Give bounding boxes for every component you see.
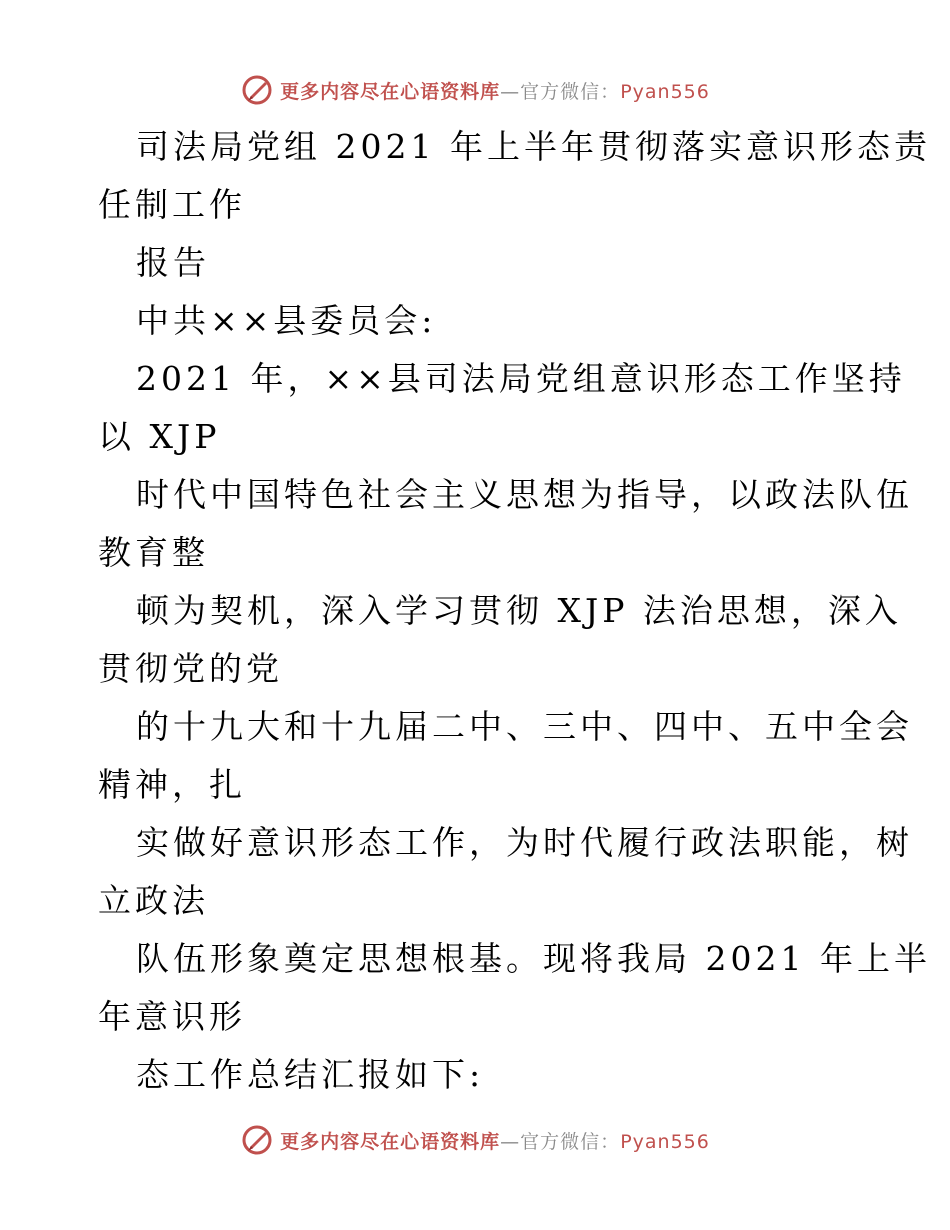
- footer-watermark: [0, 1120, 950, 1160]
- watermark-label: 官方微信：: [520, 1130, 621, 1153]
- paragraph-line: 贯彻党的党: [98, 649, 283, 688]
- watermark-wechat-id: Pyan556: [620, 80, 710, 103]
- paragraph-line: 2021 年，××县司法局党组意识形态工作坚持: [136, 359, 906, 398]
- watermark-dash: —: [500, 1130, 521, 1153]
- title-line-2: 任制工作: [98, 185, 246, 224]
- watermark-main-text: 更多内容尽在心语资料库: [280, 80, 501, 103]
- paragraph-line: 时代中国特色社会主义思想为指导，以政法队伍: [136, 475, 913, 514]
- watermark-text: [280, 77, 710, 104]
- watermark-text: [280, 1127, 710, 1154]
- paragraph-line: 顿为契机，深入学习贯彻 XJP 法治思想，深入: [136, 591, 902, 630]
- paragraph-line: 精神，扎: [98, 765, 246, 804]
- watermark-main-text: 更多内容尽在心语资料库: [280, 1130, 501, 1153]
- watermark-dash: —: [500, 80, 521, 103]
- paragraph-line: 队伍形象奠定思想根基。现将我局 2021 年上半: [136, 939, 931, 978]
- paragraph-line: 立政法: [98, 881, 209, 920]
- quill-pen-logo-icon: [240, 73, 274, 107]
- watermark-label: 官方微信：: [520, 80, 621, 103]
- paragraph-line: 态工作总结汇报如下:: [136, 1055, 485, 1094]
- watermark-wechat-id: Pyan556: [620, 1130, 710, 1153]
- quill-pen-logo-icon: [240, 1123, 274, 1157]
- paragraph-line: 实做好意识形态工作，为时代履行政法职能，树: [136, 823, 913, 862]
- title-line-3: 报告: [136, 243, 210, 282]
- paragraph-line: 以 XJP: [98, 417, 221, 456]
- header-watermark: [0, 70, 950, 110]
- paragraph-line: 的十九大和十九届二中、三中、四中、五中全会: [136, 707, 913, 746]
- salutation: 中共××县委员会:: [136, 301, 437, 340]
- title-line-1: 司法局党组 2021 年上半年贯彻落实意识形态责: [136, 127, 931, 166]
- paragraph-line: 教育整: [98, 533, 209, 572]
- document-body: [98, 118, 931, 1104]
- paragraph-line: 年意识形: [98, 997, 246, 1036]
